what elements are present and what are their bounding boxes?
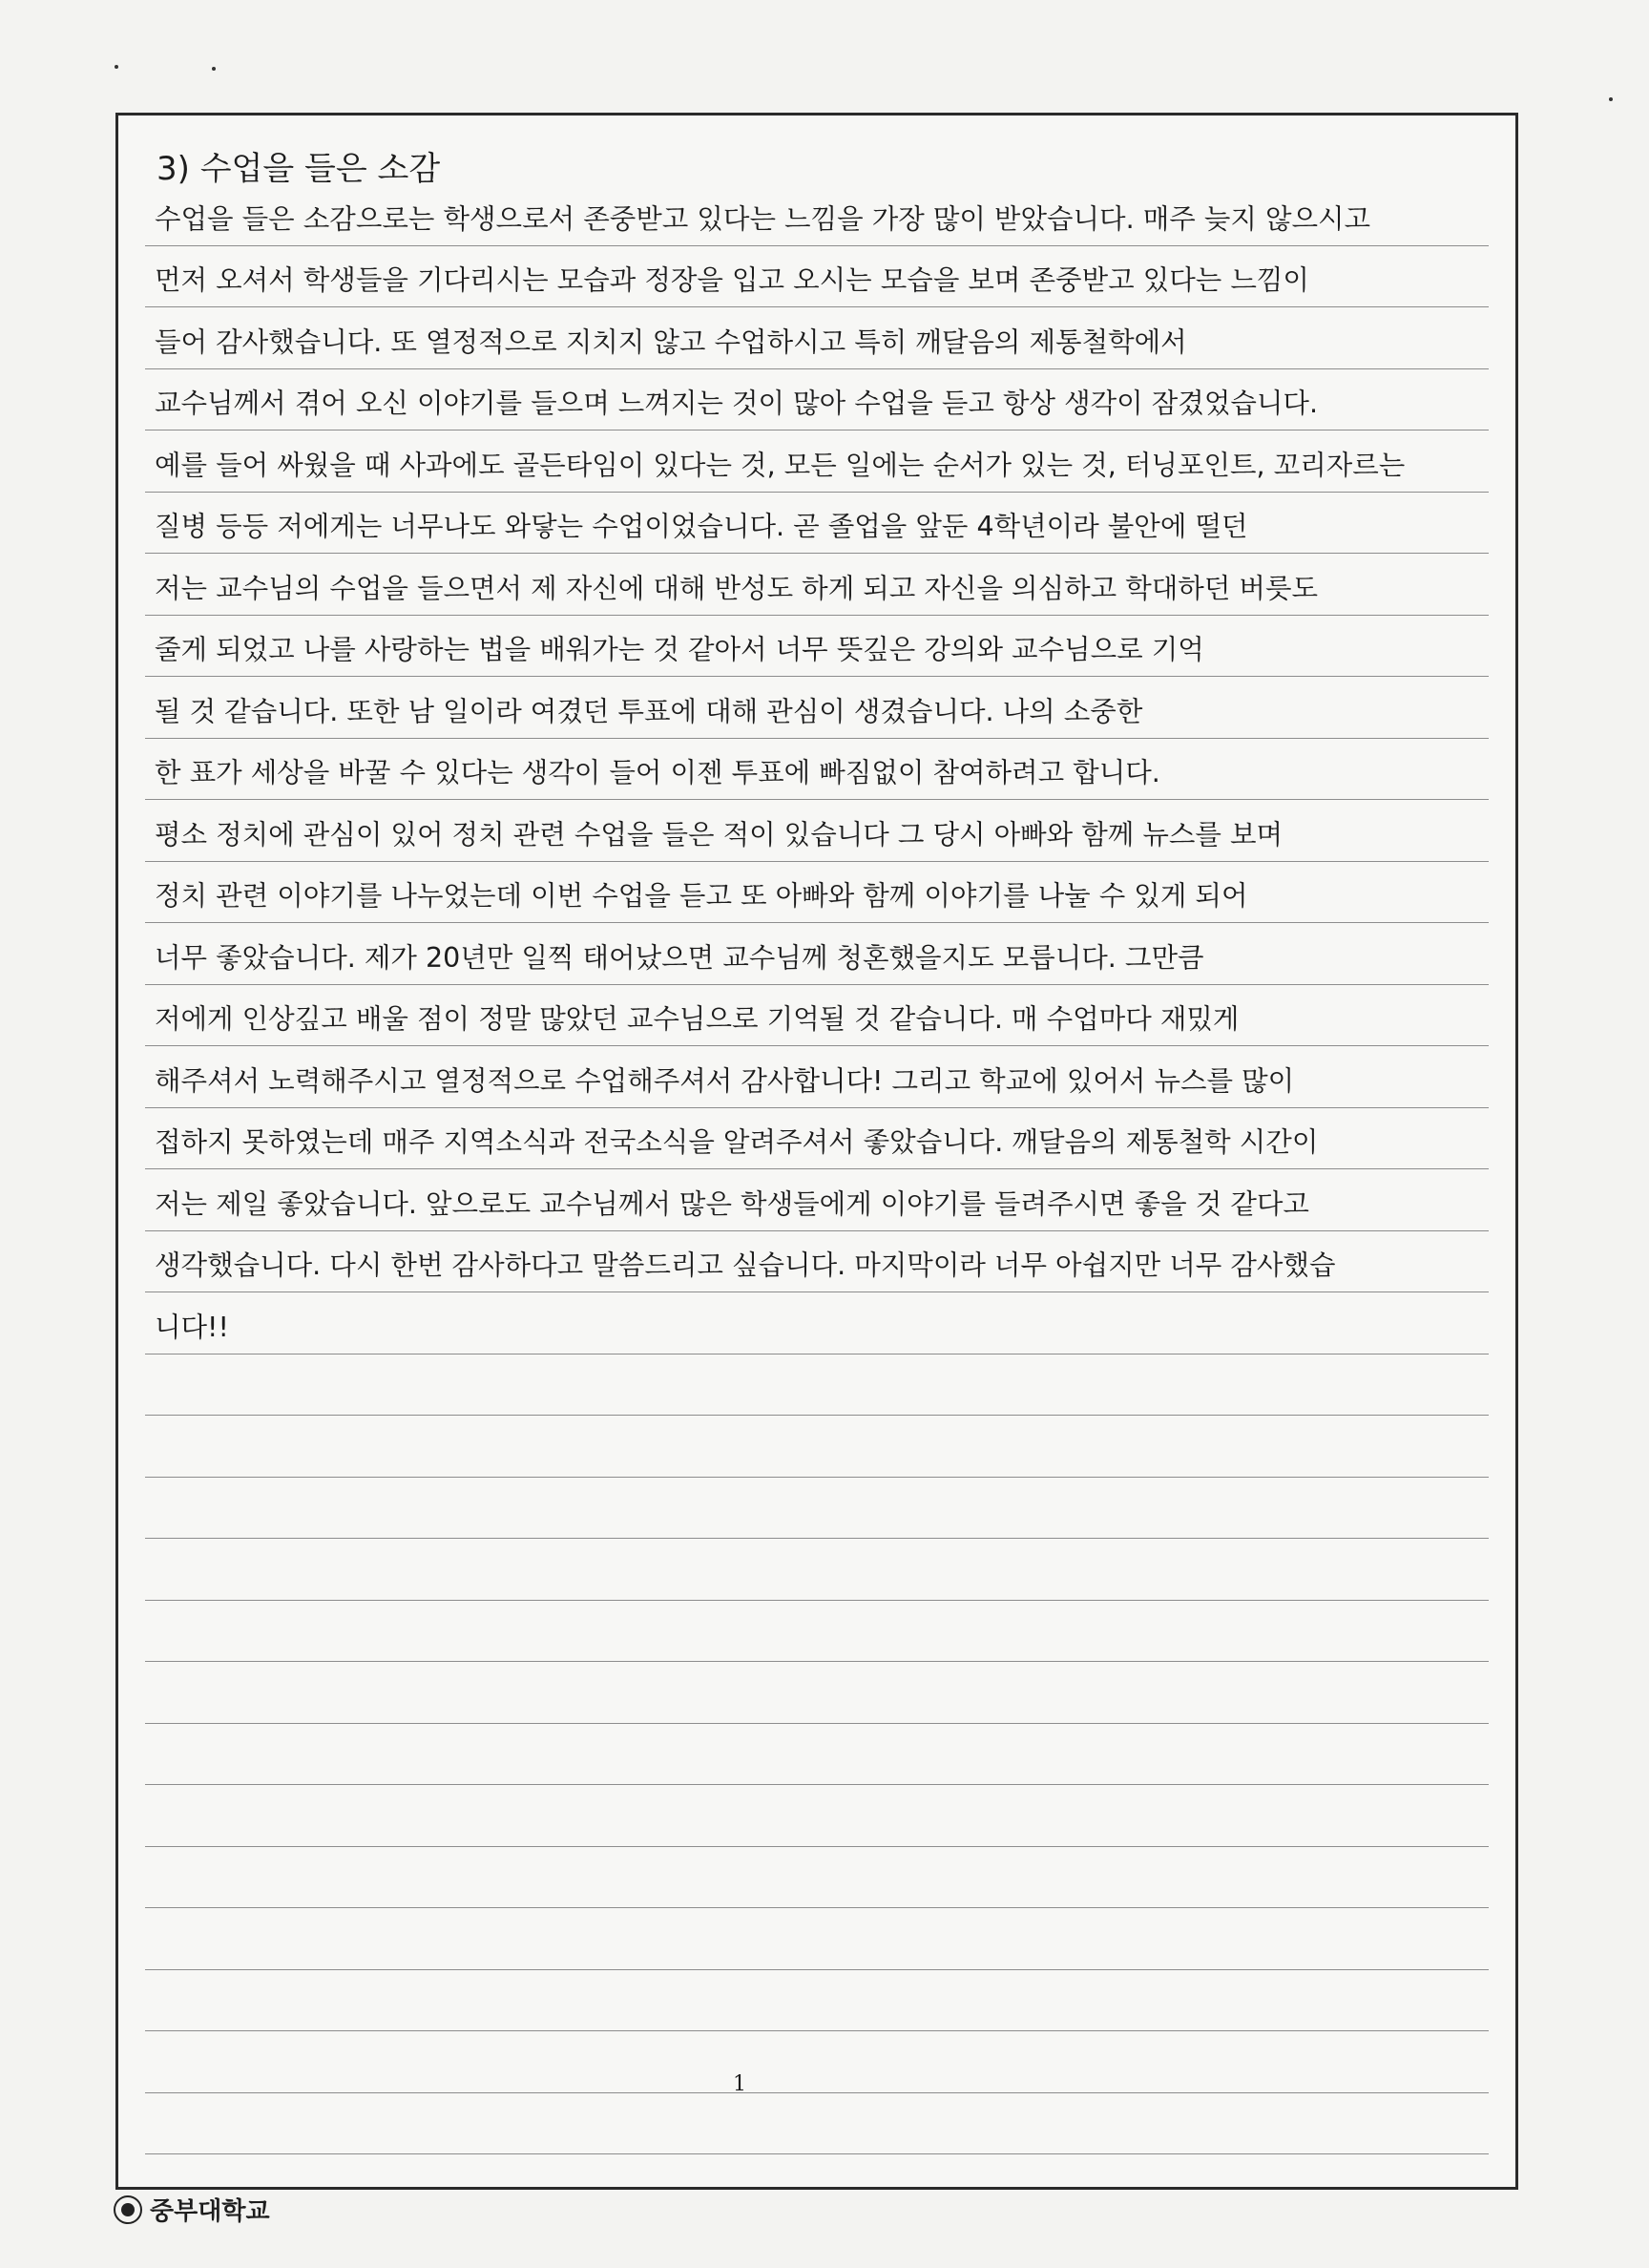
ruled-lines-area [145, 184, 1489, 2187]
handwritten-text-line: 저는 교수님의 수업을 들으면서 제 자신에 대해 반성도 하게 되고 자신을 의심하고 학대하던 버릇도 [155, 572, 1319, 604]
ruled-line [145, 616, 1489, 678]
scan-speck [115, 65, 118, 69]
handwritten-text-line: 질병 등등 저에게는 너무나도 와닿는 수업이었습니다. 곧 졸업을 앞둔 4학년이라 불안에 떨던 [155, 511, 1248, 542]
handwritten-text-line: 저는 제일 좋았습니다. 앞으로도 교수님께서 많은 학생들에게 이야기를 들려주시면 좋을 것 같다고 [155, 1187, 1309, 1220]
ruled-line [145, 1416, 1489, 1478]
handwritten-text-line: 먼저 오셔서 학생들을 기다리시는 모습과 정장을 입고 오시는 모습을 보며 존중받고 있다는 느낌이 [155, 264, 1309, 296]
ruled-line [145, 1970, 1489, 2032]
ruled-line [145, 369, 1489, 431]
ruled-line [145, 1662, 1489, 1724]
ruled-line [145, 184, 1489, 246]
ruled-line [145, 985, 1489, 1047]
handwritten-text-line: 들어 감사했습니다. 또 열정적으로 지치지 않고 수업하시고 특히 깨달음의 제통철학에서 [155, 326, 1187, 358]
ruled-line [145, 1601, 1489, 1663]
ruled-line [145, 554, 1489, 616]
ruled-line [145, 1354, 1489, 1417]
handwritten-text-line: 될 것 같습니다. 또한 남 일이라 여겼던 투표에 대해 관심이 생겼습니다. 나의 소중한 [155, 695, 1143, 727]
ruled-line [145, 1478, 1489, 1540]
lined-paper-sheet [115, 113, 1518, 2190]
scan-speck [1609, 97, 1613, 101]
scan-speck [212, 67, 216, 71]
handwritten-text-line: 접하지 못하였는데 매주 지역소식과 전국소식을 알려주셔서 좋았습니다. 깨달음의 제통철학 시간이 [155, 1126, 1319, 1158]
university-name: 중부대학교 [150, 2197, 270, 2226]
ruled-line [145, 307, 1489, 369]
handwritten-text-line: 줄게 되었고 나를 사랑하는 법을 배워가는 것 같아서 너무 뜻깊은 강의와 교수님으로 기억 [155, 634, 1204, 665]
handwritten-text-line: 생각했습니다. 다시 한번 감사하다고 말씀드리고 싶습니다. 마지막이라 너무 아쉽지만 너무 감사했습 [155, 1250, 1336, 1281]
page-number: 1 [733, 2072, 746, 2096]
ruled-line [145, 923, 1489, 985]
ruled-line [145, 1847, 1489, 1909]
ruled-line [145, 1724, 1489, 1786]
handwritten-text-line: 저에게 인상깊고 배울 점이 정말 많았던 교수님으로 기억될 것 같습니다. 매 수업마다 재밌게 [155, 1003, 1240, 1035]
handwritten-text-line: 한 표가 세상을 바꿀 수 있다는 생각이 들어 이젠 투표에 빠짐없이 참여하려고 합니다. [155, 757, 1160, 788]
handwritten-text-line: 니다!! [155, 1311, 229, 1343]
handwritten-text-line: 수업을 들은 소감으로는 학생으로서 존중받고 있다는 느낌을 가장 많이 받았습니다. 매주 늦지 않으시고 [155, 202, 1371, 235]
ruled-line [145, 739, 1489, 801]
ruled-line [145, 800, 1489, 862]
handwritten-text-line: 너무 좋았습니다. 제가 20년만 일찍 태어났으면 교수님께 청혼했을지도 모릅니다. 그만큼 [155, 941, 1204, 974]
handwritten-text-line: 평소 정치에 관심이 있어 정치 관련 수업을 들은 적이 있습니다 그 당시 아빠와 함께 뉴스를 보며 [155, 818, 1284, 850]
handwritten-text-line: 해주셔서 노력해주시고 열정적으로 수업해주셔서 감사합니다! 그리고 학교에 있어서 뉴스를 많이 [155, 1064, 1295, 1097]
ruled-line [145, 1169, 1489, 1231]
ruled-line [145, 430, 1489, 493]
ruled-line [145, 2093, 1489, 2155]
ruled-line [145, 1292, 1489, 1354]
essay-heading: 3) 수업을 들은 소감 [157, 150, 441, 188]
ruled-line [145, 246, 1489, 308]
handwritten-text-line: 예를 들어 싸웠을 때 사과에도 골든타임이 있다는 것, 모든 일에는 순서가 있는 것, 터닝포인트, 꼬리자르는 [155, 449, 1406, 481]
ruled-line [145, 1046, 1489, 1108]
ruled-line [145, 1231, 1489, 1293]
ruled-line [145, 493, 1489, 555]
ruled-line [145, 1785, 1489, 1847]
handwritten-text-line: 정치 관련 이야기를 나누었는데 이번 수업을 듣고 또 아빠와 함께 이야기를 나눌 수 있게 되어 [155, 880, 1248, 912]
ruled-line [145, 677, 1489, 739]
ruled-line [145, 1908, 1489, 1970]
ruled-line [145, 2031, 1489, 2093]
handwritten-text-line: 교수님께서 겪어 오신 이야기를 들으며 느껴지는 것이 많아 수업을 듣고 항상 생각이 잠겼었습니다. [155, 388, 1319, 419]
university-seal-icon [114, 2195, 142, 2224]
university-footer [114, 2192, 270, 2227]
ruled-line [145, 1539, 1489, 1601]
ruled-line [145, 1108, 1489, 1170]
ruled-line [145, 862, 1489, 924]
